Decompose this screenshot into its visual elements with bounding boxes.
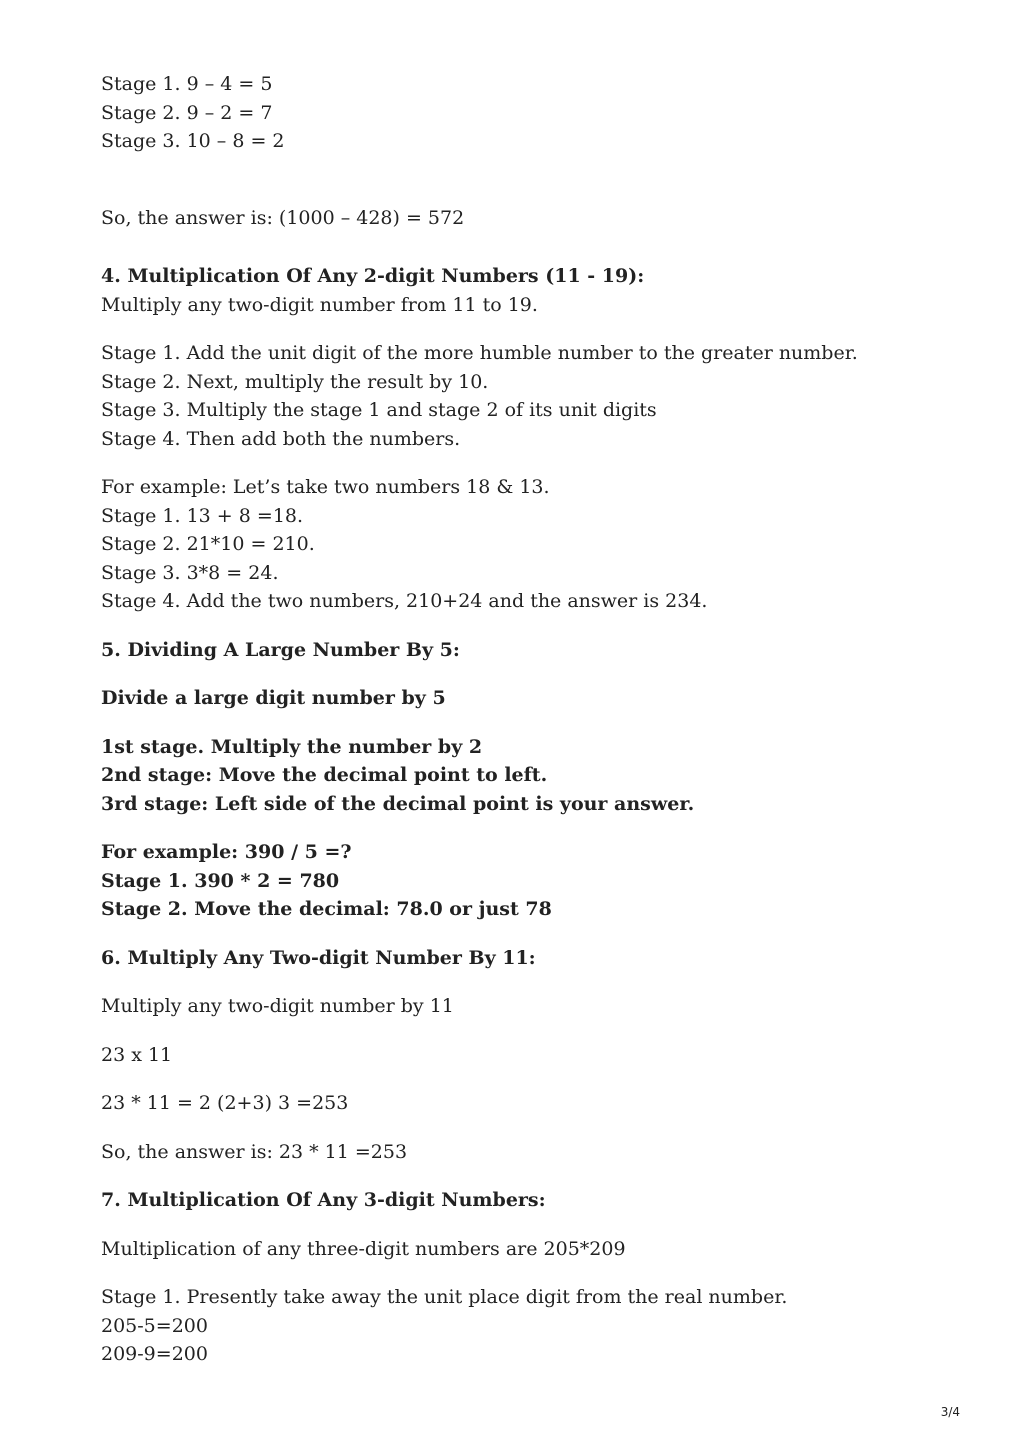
- section-5-intro: [101, 684, 961, 713]
- text-line: For example: 390 / 5 =?: [101, 841, 352, 863]
- text-line: 209-9=200: [101, 1343, 208, 1365]
- section-6-working: [101, 1089, 961, 1118]
- text-line: Stage 4. Then add both the numbers.: [101, 427, 461, 450]
- text-line: 2nd stage: Move the decimal point to left.: [101, 764, 548, 786]
- section-5-stages: [101, 733, 961, 819]
- text-line: Stage 2. 9 – 2 = 7: [101, 101, 273, 124]
- text-line: Stage 2. Move the decimal: 78.0 or just 78: [101, 898, 552, 920]
- text-line: So, the answer is: 23 * 11 =253: [101, 1140, 408, 1163]
- text-line: Stage 2. 21*10 = 210.: [101, 533, 315, 555]
- section-4-intro: [101, 291, 961, 320]
- page-number: 3/4: [940, 1405, 960, 1419]
- text-line: 1st stage. Multiply the number by 2: [101, 735, 483, 758]
- text-line: For example: Let’s take two numbers 18 & 13.: [101, 476, 550, 498]
- text-line: Stage 3. 3*8 = 24.: [101, 561, 279, 584]
- heading-text: 5. Dividing A Large Number By 5:: [101, 638, 460, 661]
- stages-subtraction: [101, 70, 961, 156]
- text-line: Stage 1. 390 * 2 = 780: [101, 869, 340, 892]
- text-line: Stage 1. Add the unit digit of the more humble number to the greater number.: [101, 342, 858, 364]
- section-4-example: [101, 473, 961, 616]
- text-line: Stage 2. Next, multiply the result by 10.: [101, 370, 489, 393]
- section-4-stages: [101, 339, 961, 453]
- heading-text: 4. Multiplication Of Any 2-digit Numbers (11 - 19):: [101, 265, 645, 287]
- text-line: Multiply any two-digit number from 11 to 19.: [101, 293, 538, 316]
- text-line: 205-5=200: [101, 1314, 208, 1337]
- text-line: Stage 1. Presently take away the unit place digit from the real number.: [101, 1286, 788, 1308]
- answer-subtraction: [101, 204, 961, 233]
- text-line: Stage 1. 9 – 4 = 5: [101, 73, 273, 95]
- text-line: Multiply any two-digit number by 11: [101, 995, 454, 1017]
- text-line: Stage 3. 10 – 8 = 2: [101, 130, 285, 152]
- section-6-answer: [101, 1138, 961, 1167]
- section-7-intro: [101, 1235, 961, 1264]
- section-5-example: [101, 838, 961, 924]
- text-line: 23 * 11 = 2 (2+3) 3 =253: [101, 1092, 349, 1114]
- text-line: Stage 3. Multiply the stage 1 and stage 2 of its unit digits: [101, 399, 657, 421]
- text-line: Divide a large digit number by 5: [101, 687, 446, 709]
- section-6-intro: [101, 992, 961, 1021]
- text-line: So, the answer is: (1000 – 428) = 572: [101, 206, 465, 229]
- heading-text: 7. Multiplication Of Any 3-digit Numbers:: [101, 1189, 546, 1211]
- text-line: Stage 4. Add the two numbers, 210+24 and the answer is 234.: [101, 590, 708, 612]
- document-page: [101, 70, 961, 1389]
- section-6-heading: [101, 944, 961, 973]
- section-5-heading: [101, 636, 961, 665]
- heading-text: 6. Multiply Any Two-digit Number By 11:: [101, 946, 536, 969]
- section-7-stage-1: [101, 1283, 961, 1369]
- text-line: Stage 1. 13 + 8 =18.: [101, 504, 304, 527]
- section-6-problem: [101, 1041, 961, 1070]
- text-line: Multiplication of any three-digit numbers are 205*209: [101, 1237, 626, 1260]
- text-line: 3rd stage: Left side of the decimal point is your answer.: [101, 792, 695, 815]
- section-7-heading: [101, 1186, 961, 1215]
- text-line: 23 x 11: [101, 1043, 173, 1066]
- section-4-heading: [101, 262, 961, 291]
